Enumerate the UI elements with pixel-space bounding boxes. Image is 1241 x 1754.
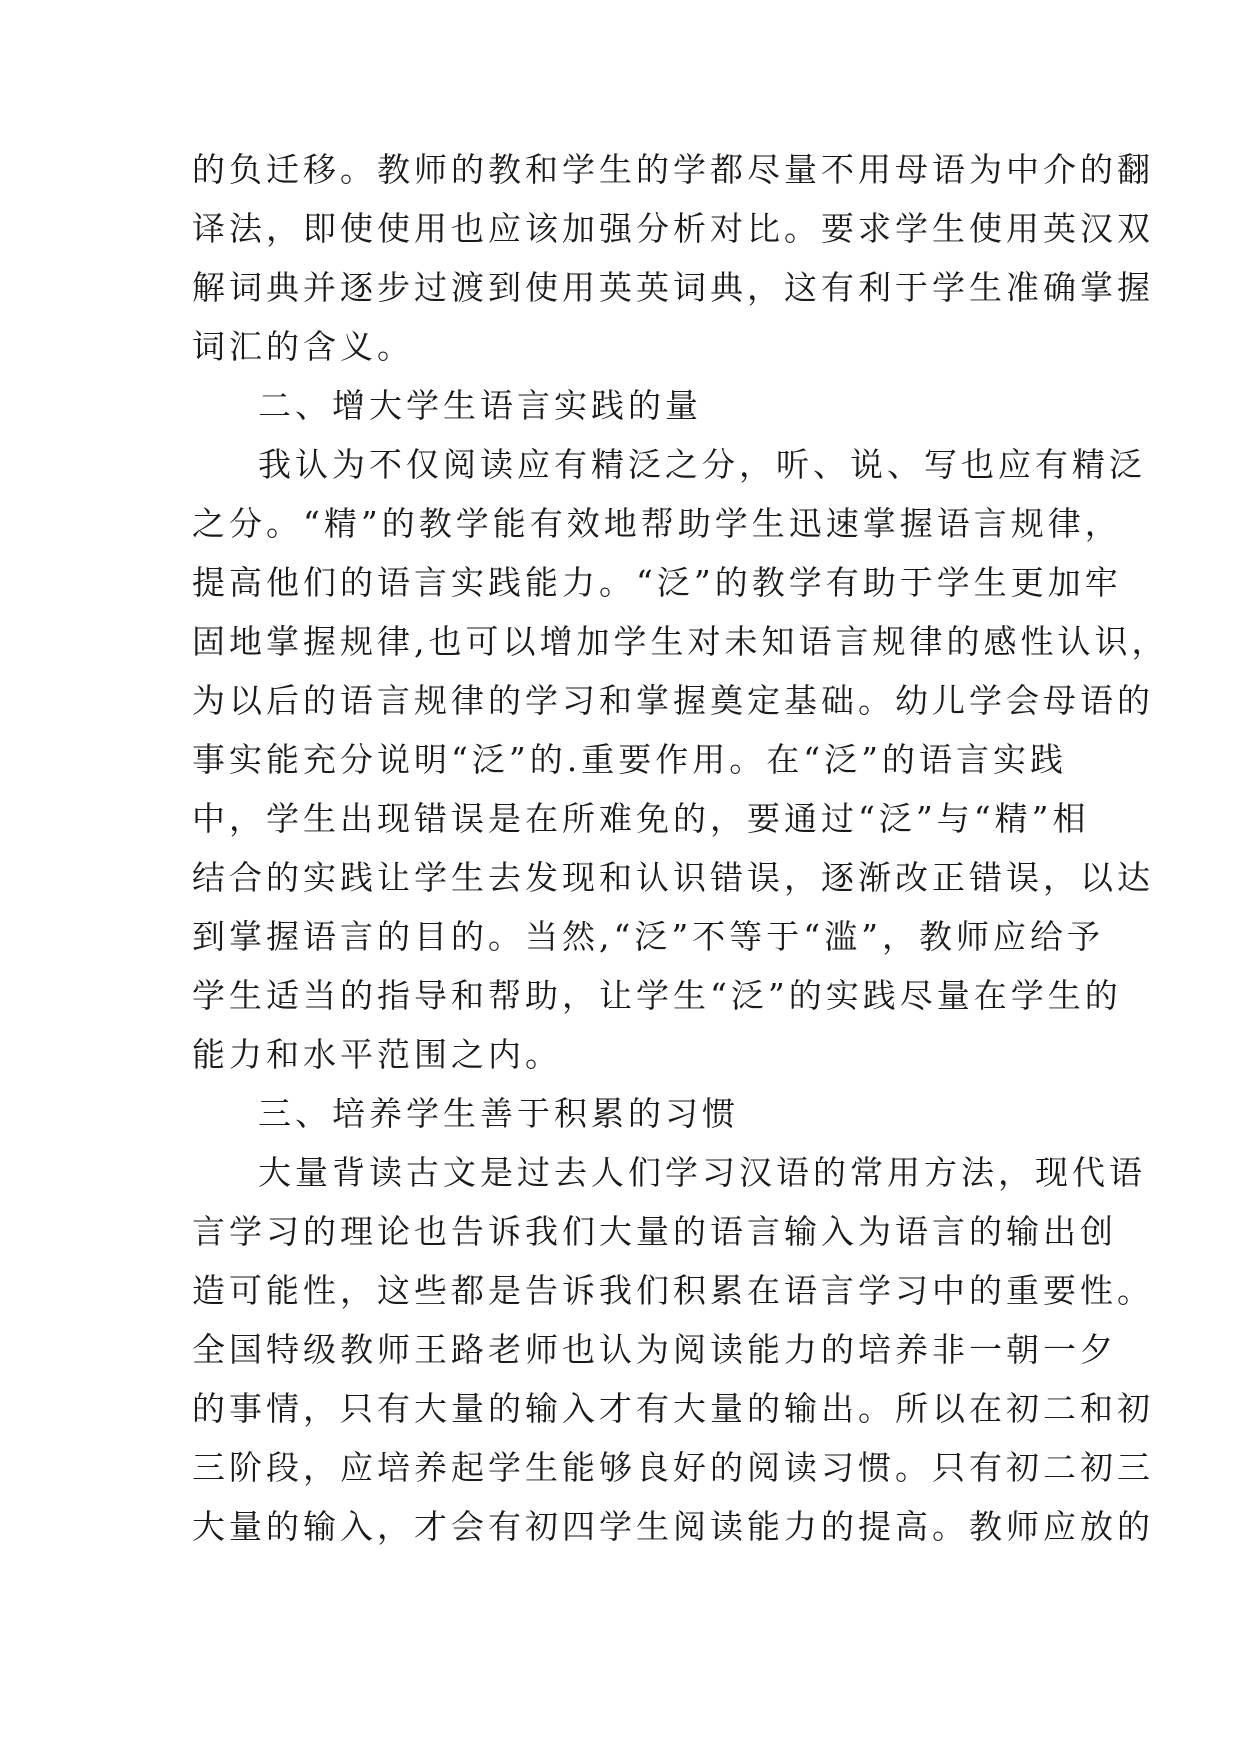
text-line: 译法，即使使用也应该加强分析对比。要求学生使用英汉双 (192, 209, 1154, 248)
text-line: 中，学生出现错误是在所难免的，要通过“泛”与“精”相 (192, 799, 1090, 838)
document-body (192, 140, 1169, 1556)
text-line: 固地掌握规律,也可以增加学生对未知语言规律的感性认识， (192, 622, 1169, 661)
text-line: 的负迁移。教师的教和学生的学都尽量不用母语为中介的翻 (192, 150, 1154, 189)
paragraph-start-line: 大量背读古文是过去人们学习汉语的常用方法，现代语 (258, 1153, 1146, 1192)
text-line: 提高他们的语言实践能力。“泛”的教学有助于学生更加牢 (192, 563, 1122, 602)
text-line: 全国特级教师王路老师也认为阅读能力的培养非一朝一夕 (192, 1330, 1117, 1369)
text-line: 结合的实践让学生去发现和认识错误，逐渐改正错误，以达 (192, 858, 1154, 897)
text-line: 能力和水平范围之内。 (192, 1035, 562, 1074)
paragraph-start-line: 二、增大学生语言实践的量 (258, 386, 702, 425)
text-line: 词汇的含义。 (192, 327, 414, 366)
text-line: 的事情，只有大量的输入才有大量的输出。所以在初二和初 (192, 1389, 1154, 1428)
text-line: 造可能性，这些都是告诉我们积累在语言学习中的重要性。 (192, 1271, 1154, 1310)
text-line: 事实能充分说明“泛”的.重要作用。在“泛”的语言实践 (192, 740, 1067, 779)
text-line: 言学习的理论也告诉我们大量的语言输入为语言的输出创 (192, 1212, 1117, 1251)
text-line: 三阶段，应培养起学生能够良好的阅读习惯。只有初二初三 (192, 1448, 1154, 1487)
text-line: 学生适当的指导和帮助，让学生“泛”的实践尽量在学生的 (192, 976, 1122, 1015)
text-line: 到掌握语言的目的。当然,“泛”不等于“滥”，教师应给予 (192, 917, 1104, 956)
text-line: 解词典并逐步过渡到使用英英词典，这有利于学生准确掌握 (192, 268, 1154, 307)
text-line: 为以后的语言规律的学习和掌握奠定基础。幼儿学会母语的 (192, 681, 1154, 720)
paragraph-start-line: 三、培养学生善于积累的习惯 (258, 1094, 739, 1133)
paragraph-start-line: 我认为不仅阅读应有精泛之分，听、说、写也应有精泛 (258, 445, 1146, 484)
text-line: 之分。“精”的教学能有效地帮助学生迅速掌握语言规律， (192, 504, 1122, 543)
text-line: 大量的输入，才会有初四学生阅读能力的提高。教师应放的 (192, 1507, 1154, 1546)
